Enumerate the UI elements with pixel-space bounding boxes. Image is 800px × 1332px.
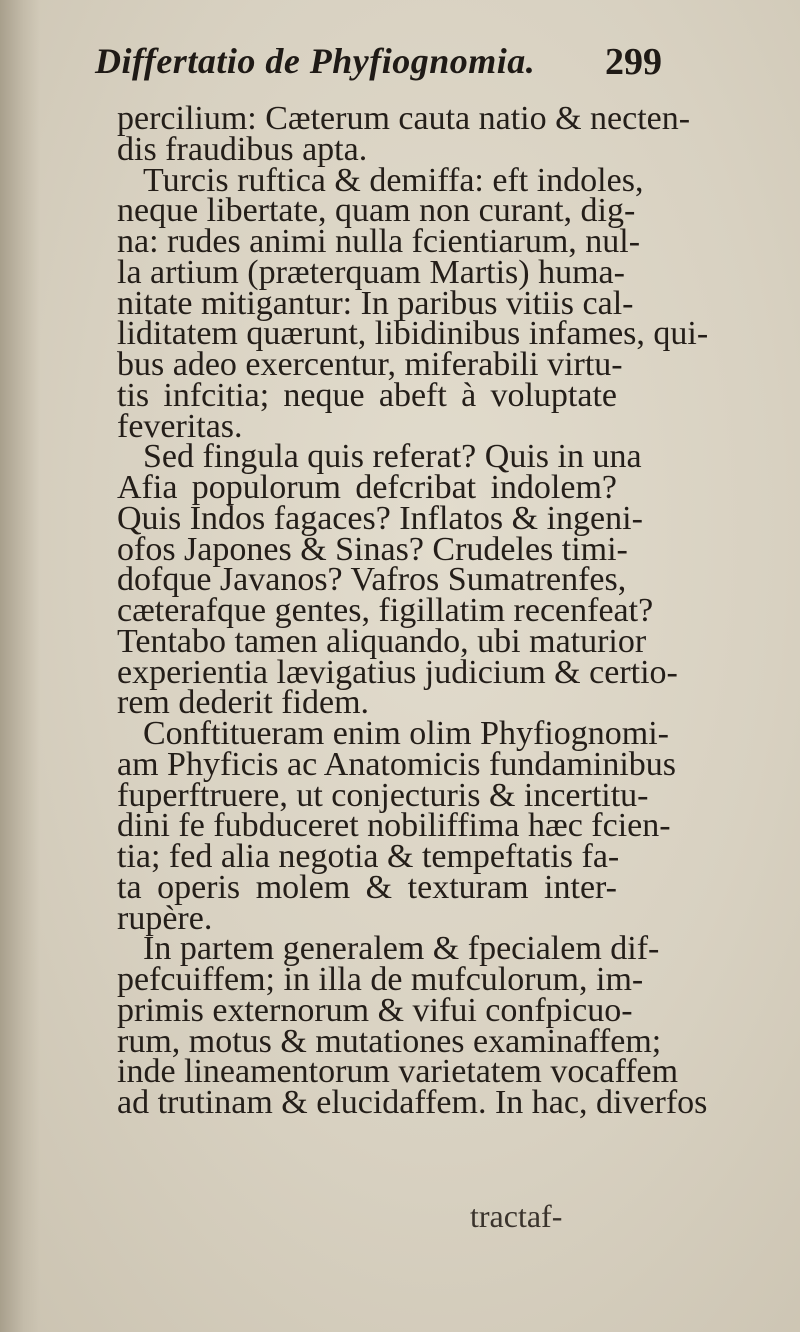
text-line: fuperftruere, ut conjecturis & incertitu-	[117, 776, 649, 814]
text-line: ofos Japones & Sinas? Crudeles timi-	[117, 530, 628, 568]
text-line: pefcuiffem; in illa de mufculorum, im-	[117, 961, 644, 998]
text-line: la artium (præterquam Martis) huma-	[117, 253, 625, 291]
text-line: Conftitueram enim olim Phyfiognomi-	[143, 715, 670, 752]
text-line: nitate mitigantur: In paribus vitiis cal-	[117, 284, 634, 322]
text-line: rem dederit fidem.	[117, 684, 370, 722]
page-number: 299	[605, 41, 662, 83]
text-line: percilium: Cæterum cauta natio & necten-	[117, 100, 691, 137]
body-text	[117, 100, 709, 1121]
text-line: dini fe fubduceret nobiliffima hæc fcien-	[117, 807, 671, 845]
text-line: In partem generalem & fpecialem dif-	[143, 930, 660, 968]
running-title: Differtatio de Phyfiognomia.	[95, 41, 536, 81]
text-line: am Phyficis ac Anatomicis fundaminibus	[117, 745, 677, 783]
text-line: neque libertate, quam non curant, dig-	[117, 192, 636, 230]
text-line: liditatem quærunt, libidinibus infames, qui-	[117, 315, 709, 353]
text-line: experientia lævigatius judicium & certio-	[117, 653, 678, 691]
text-line: Afia populorum defcribat indolem?	[117, 469, 617, 506]
text-line: cæterafque gentes, figillatim recenfeat?	[117, 592, 654, 629]
text-line: Quis Indos fagaces? Inflatos & ingeni-	[117, 499, 643, 537]
text-line: ad trutinam & elucidaffem. In hac, diverfos	[117, 1084, 708, 1121]
text-line: tia; fed alia negotia & tempeftatis fa-	[117, 838, 620, 875]
text-line: na: rudes animi nulla fcientiarum, nul-	[117, 223, 641, 260]
text-line: dofque Javanos? Vafros Sumatrenfes,	[117, 561, 627, 599]
text-line: bus adeo exercentur, miferabili virtu-	[117, 346, 623, 383]
catchword: tractaf-	[470, 1198, 563, 1234]
text-line: rum, motus & mutationes examinaffem;	[117, 1022, 662, 1060]
text-line: ta operis molem & texturam inter-	[117, 868, 617, 906]
text-line: tis infcitia; neque abeft à voluptate	[117, 376, 617, 414]
text-line: feveritas.	[117, 407, 243, 445]
text-line: Sed fingula quis referat? Quis in una	[143, 438, 642, 476]
spine-shadow	[0, 0, 40, 1332]
text-line: primis externorum & vifui confpicuo-	[117, 991, 633, 1029]
text-line: rupère.	[117, 899, 213, 937]
text-line: inde lineamentorum varietatem vocaffem	[117, 1053, 679, 1091]
text-line: dis fraudibus apta.	[117, 130, 368, 168]
text-line: Turcis ruftica & demiffa: eft indoles,	[143, 161, 644, 199]
text-line: Tentabo tamen aliquando, ubi maturior	[117, 622, 647, 660]
